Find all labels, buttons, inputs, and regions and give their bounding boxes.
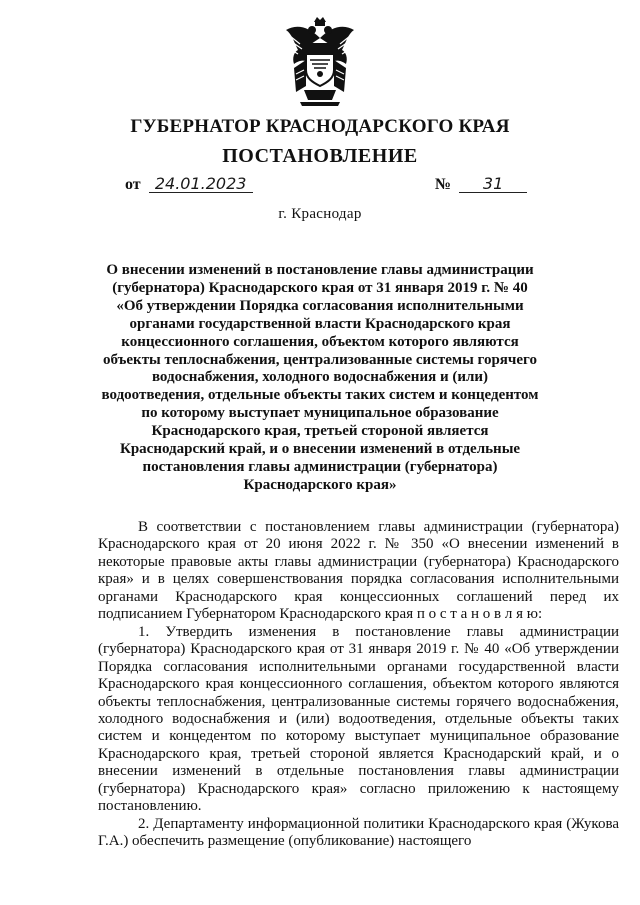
issuing-authority: ГУБЕРНАТОР КРАСНОДАРСКОГО КРАЯ [130,116,510,137]
document-type-heading: ПОСТАНОВЛЕНИЕ [222,145,418,167]
date-field [125,176,253,194]
city-name: г. Краснодар [278,206,362,222]
body-paragraph: В соответствии с постановлением главы администрации (губернатора) Краснодарского края от 20 июня 2022 г. № 350 «О внесении изменений в некоторые правовые акты главы администрации (губернатора) Краснодарского края» и в целях совершенствования порядка согласования исполнительными органами Краснодарского края концессионных соглашений перед их подписанием Губернатором Краснодарского края п о с т а н о в л я ю: [98,519,619,623]
document-body [98,519,619,851]
document-title: О внесении изменений в постановление главы администрации (губернатора) Краснодарского края от 31 января 2019 г. № 40 «Об утверждении Порядка согласования исполнительными органами государственной власти Краснодарского края концессионного соглашения, объектом которого являются объекты теплоснабжения, централизованные системы горячего водоснабжения, холодного водоснабжения и (или) водоотведения, отдельные объекты таких систем и концедентом по которому выступает муниципальное образование Краснодарского края, третьей стороной является Краснодарский край, и о внесении изменений в отдельные постановления главы администрации (губернатора) Краснодарского края» [101,262,539,493]
date-value: 24.01.2023 [149,176,253,193]
number-prefix: № [435,176,452,193]
body-paragraph: 2. Департаменту информационной политики Краснодарского края (Жукова Г.А.) обеспечить размещение (опубликование) настоящего [98,815,619,850]
number-value: 31 [459,176,527,193]
date-prefix: от [125,176,141,193]
number-field [435,176,527,194]
body-paragraph: 1. Утвердить изменения в постановление главы администрации (губернатора) Краснодарского края от 31 января 2019 г. № 40 «Об утверждении Порядка согласования исполнительными органами государственной власти Краснодарского края концессионного соглашения, объектом которого являются объекты теплоснабжения, централизованные системы горячего водоснабжения, холодного водоснабжения и (или) водоотведения, отдельные объекты таких систем и концедентом по которому выступает муниципальное образование Краснодарского края, третьей стороной является Краснодарский край, и о внесении изменений в отдельные постановления главы администрации (губернатора) Краснодарского края» согласно приложению к настоящему постановлению. [98,623,619,815]
coat-of-arms-emblem [284,16,356,108]
